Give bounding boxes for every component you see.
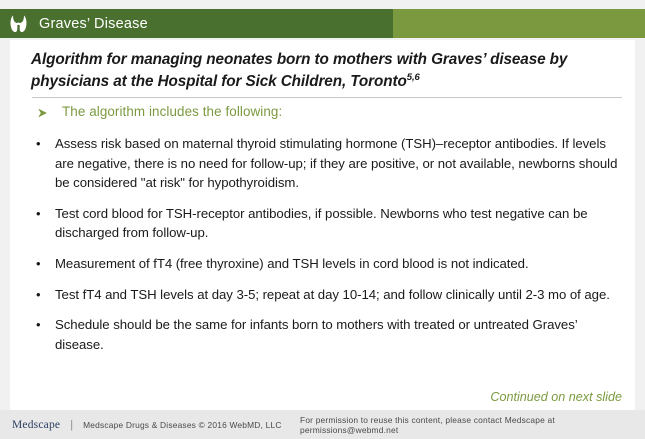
list-item xyxy=(36,254,622,274)
list-item-text: Measurement of fT4 (free thyroxine) and TSH levels in cord blood is not indicated. xyxy=(55,255,529,271)
footer-copyright: Medscape Drugs & Diseases © 2016 WebMD, LLC xyxy=(83,419,282,430)
thyroid-icon xyxy=(10,15,27,33)
list-item xyxy=(36,315,622,354)
continued-note: Continued on next slide xyxy=(490,390,622,404)
title-divider xyxy=(32,97,622,98)
list-item-text: Assess risk based on maternal thyroid stimulating hormone (TSH)–receptor antibodies. If levels are negative, there is no need for follow-up; if they are positive, or not available, newborns should be considered "at risk" for hypothyroidism. xyxy=(55,136,618,191)
bullet-marker: • xyxy=(36,317,41,333)
page-title xyxy=(31,49,623,94)
footer-bar xyxy=(0,410,645,439)
list-item-text: Test cord blood for TSH-receptor antibodies, if possible. Newborns who test negative can be discharged from follow-up. xyxy=(55,205,588,241)
bullet-marker: • xyxy=(36,286,41,302)
content-card xyxy=(10,40,635,410)
footer-permission-text: For permission to reuse this content, please contact Medscape at permissions@webmd.net xyxy=(300,414,555,435)
footer-separator: | xyxy=(70,418,74,431)
page-title-citation: 5,6 xyxy=(406,72,420,84)
lead-in-row xyxy=(36,104,282,120)
lead-in-label: The algorithm includes the following: xyxy=(62,104,283,119)
page-title-text: Algorithm for managing neonates born to mothers with Graves’ disease by physicians at the Hospital for Sick Children, Toronto xyxy=(31,51,568,91)
medscape-logo: Medscape xyxy=(12,418,61,431)
header-title-bar xyxy=(0,9,393,38)
arrow-right-icon xyxy=(36,106,50,120)
list-item-text: Schedule should be the same for infants born to mothers with treated or untreated Graves’ disease. xyxy=(55,317,578,352)
bullet-marker: • xyxy=(36,205,41,221)
list-item xyxy=(36,204,622,243)
list-item xyxy=(36,285,622,305)
header-band xyxy=(0,9,645,38)
header-title: Graves’ Disease xyxy=(39,15,148,32)
bullet-list xyxy=(36,134,622,365)
bullet-marker: • xyxy=(36,255,41,271)
list-item xyxy=(36,134,622,193)
bullet-marker: • xyxy=(36,136,41,151)
list-item-text: Test fT4 and TSH levels at day 3-5; repeat at day 10-14; and follow clinically until 2-3 mo of age. xyxy=(55,286,610,302)
